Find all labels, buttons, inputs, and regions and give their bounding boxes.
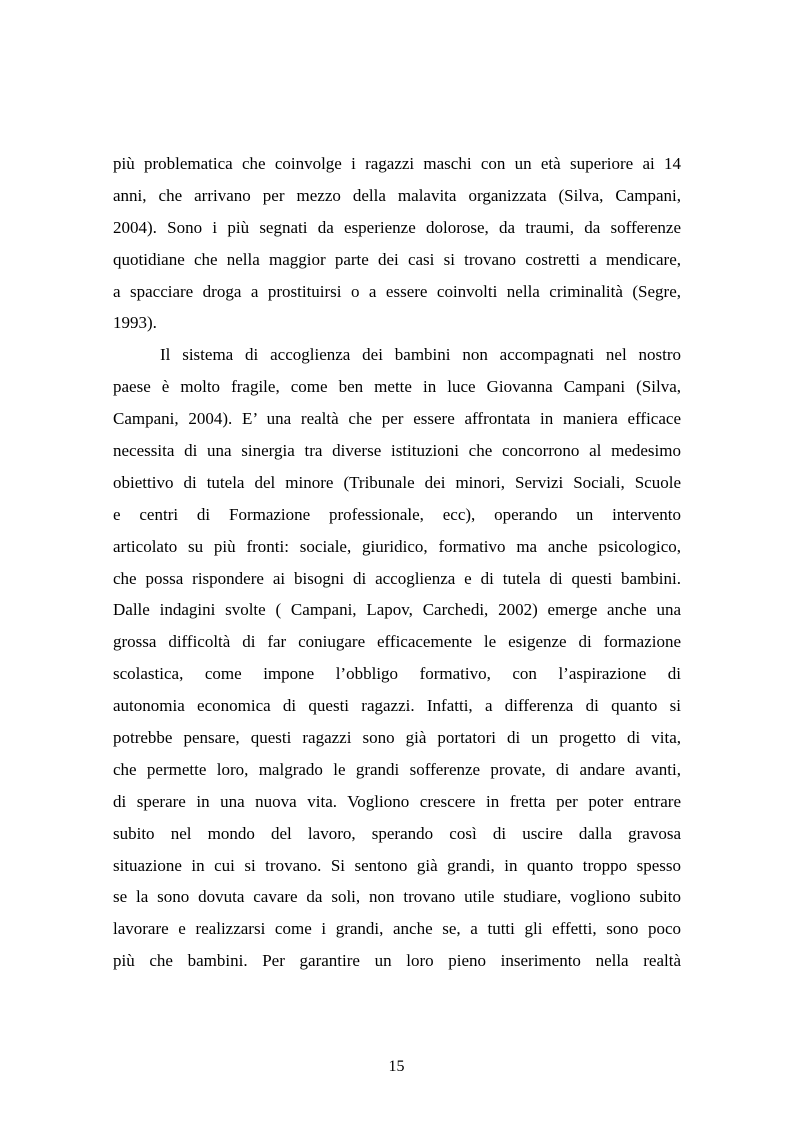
text-line-2: anni, che arrivano per mezzo della malavita organizzata (Silva, Campani, <box>113 185 681 205</box>
text-line-26: più che bambini. Per garantire un loro pieno inserimento nella realtà <box>113 951 681 971</box>
text-line-10: necessita di una sinergia tra diverse istituzioni che concorrono al medesimo <box>113 441 681 461</box>
text-line-24: se la sono dovuta cavare da soli, non trovano utile studiare, vogliono subito <box>113 887 681 907</box>
text-line-9: Campani, 2004). E’ una realtà che per essere affrontata in maniera efficace <box>113 409 681 429</box>
text-line-4: quotidiane che nella maggior parte dei casi si trovano costretti a mendicare, <box>113 249 681 269</box>
text-line-7: Il sistema di accoglienza dei bambini non accompagnati nel nostro <box>160 345 681 365</box>
text-line-14: che possa rispondere ai bisogni di accoglienza e di tutela di questi bambini. <box>113 568 681 588</box>
text-line-21: di sperare in una nuova vita. Vogliono crescere in fretta per poter entrare <box>113 791 681 811</box>
page-number: 15 <box>388 1058 405 1075</box>
text-line-19: potrebbe pensare, questi ragazzi sono già portatori di un progetto di vita, <box>113 728 681 748</box>
text-line-20: che permette loro, malgrado le grandi sofferenze provate, di andare avanti, <box>113 759 681 779</box>
text-line-6: 1993). <box>113 313 157 333</box>
text-line-22: subito nel mondo del lavoro, sperando così di uscire dalla gravosa <box>113 823 681 843</box>
text-line-23: situazione in cui si trovano. Si sentono già grandi, in quanto troppo spesso <box>113 855 681 875</box>
text-line-12: e centri di Formazione professionale, ecc), operando un intervento <box>113 504 681 524</box>
text-line-16: grossa difficoltà di far coniugare efficacemente le esigenze di formazione <box>113 632 681 652</box>
text-line-18: autonomia economica di questi ragazzi. Infatti, a differenza di quanto si <box>113 696 681 716</box>
text-line-13: articolato su più fronti: sociale, giuridico, formativo ma anche psicologico, <box>113 536 681 556</box>
text-line-25: lavorare e realizzarsi come i grandi, anche se, a tutti gli effetti, sono poco <box>113 919 681 939</box>
text-line-8: paese è molto fragile, come ben mette in luce Giovanna Campani (Silva, <box>113 377 681 397</box>
body-text <box>113 148 681 977</box>
text-line-5: a spacciare droga a prostituirsi o a essere coinvolti nella criminalità (Segre, <box>113 281 681 301</box>
text-line-1: più problematica che coinvolge i ragazzi maschi con un età superiore ai 14 <box>113 154 681 173</box>
text-line-3: 2004). Sono i più segnati da esperienze dolorose, da traumi, da sofferenze <box>113 217 681 237</box>
text-line-15: Dalle indagini svolte ( Campani, Lapov, Carchedi, 2002) emerge anche una <box>113 600 681 620</box>
text-line-17: scolastica, come impone l’obbligo formativo, con l’aspirazione di <box>113 664 681 684</box>
text-line-11: obiettivo di tutela del minore (Tribunale dei minori, Servizi Sociali, Scuole <box>113 472 681 492</box>
